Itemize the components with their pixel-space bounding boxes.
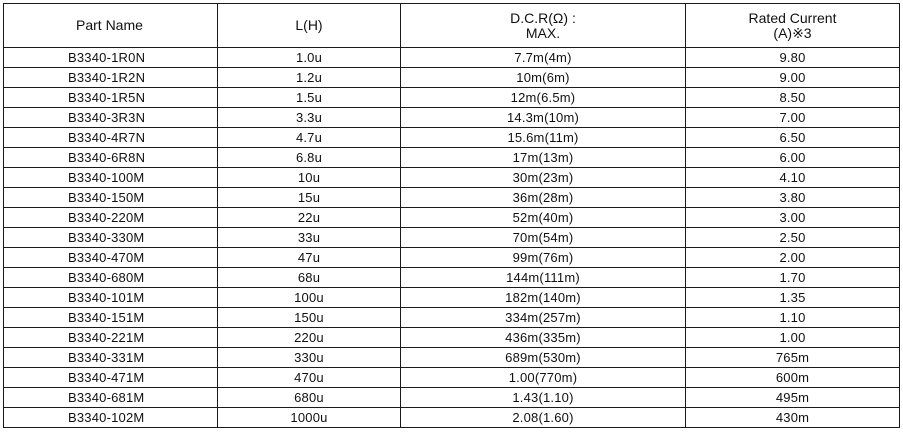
part-name-cell: B3340-102M	[4, 408, 218, 428]
table-row	[4, 408, 900, 428]
part-name-cell: B3340-680M	[4, 268, 218, 288]
part-name-cell: B3340-681M	[4, 388, 218, 408]
part-name-cell: B3340-471M	[4, 368, 218, 388]
dcr-cell: 15.6m(11m)	[401, 128, 686, 148]
inductance-cell: 220u	[218, 328, 401, 348]
rated-current-cell: 9.00	[686, 68, 900, 88]
inductance-cell: 68u	[218, 268, 401, 288]
header-inductance	[218, 4, 401, 48]
table-row	[4, 388, 900, 408]
part-name-cell: B3340-150M	[4, 188, 218, 208]
dcr-cell: 70m(54m)	[401, 228, 686, 248]
rated-current-cell: 1.00	[686, 328, 900, 348]
inductance-cell: 15u	[218, 188, 401, 208]
dcr-cell: 436m(335m)	[401, 328, 686, 348]
inductance-cell: 47u	[218, 248, 401, 268]
table-row	[4, 328, 900, 348]
inductance-cell: 1.0u	[218, 48, 401, 68]
inductance-cell: 1.2u	[218, 68, 401, 88]
rated-current-cell: 4.10	[686, 168, 900, 188]
header-dcr-line2: MAX.	[525, 24, 561, 41]
inductance-cell: 330u	[218, 348, 401, 368]
dcr-cell: 99m(76m)	[401, 248, 686, 268]
dcr-cell: 2.08(1.60)	[401, 408, 686, 428]
table-row	[4, 108, 900, 128]
table-row	[4, 368, 900, 388]
inductance-cell: 6.8u	[218, 148, 401, 168]
rated-current-cell: 9.80	[686, 48, 900, 68]
table-row	[4, 248, 900, 268]
inductor-spec-table	[3, 3, 900, 428]
dcr-cell: 1.00(770m)	[401, 368, 686, 388]
part-name-cell: B3340-1R2N	[4, 68, 218, 88]
dcr-cell: 10m(6m)	[401, 68, 686, 88]
table-row	[4, 188, 900, 208]
header-part-name	[4, 4, 218, 48]
dcr-cell: 14.3m(10m)	[401, 108, 686, 128]
header-rated-current	[686, 4, 900, 48]
rated-current-cell: 1.70	[686, 268, 900, 288]
part-name-cell: B3340-1R0N	[4, 48, 218, 68]
rated-current-cell: 7.00	[686, 108, 900, 128]
dcr-cell: 30m(23m)	[401, 168, 686, 188]
dcr-cell: 334m(257m)	[401, 308, 686, 328]
table-row	[4, 128, 900, 148]
part-name-cell: B3340-4R7N	[4, 128, 218, 148]
header-dcr-line1: D.C.R(Ω) :	[510, 9, 576, 26]
inductance-cell: 22u	[218, 208, 401, 228]
inductance-cell: 33u	[218, 228, 401, 248]
header-dcr	[401, 4, 686, 48]
inductance-cell: 100u	[218, 288, 401, 308]
part-name-cell: B3340-330M	[4, 228, 218, 248]
table-row	[4, 88, 900, 108]
rated-current-cell: 1.10	[686, 308, 900, 328]
dcr-cell: 144m(111m)	[401, 268, 686, 288]
table-row	[4, 48, 900, 68]
rated-current-cell: 495m	[686, 388, 900, 408]
part-name-cell: B3340-470M	[4, 248, 218, 268]
table-row	[4, 268, 900, 288]
rated-current-cell: 600m	[686, 368, 900, 388]
header-row	[4, 4, 900, 48]
table-row	[4, 348, 900, 368]
part-name-cell: B3340-3R3N	[4, 108, 218, 128]
table-row	[4, 228, 900, 248]
table-row	[4, 68, 900, 88]
header-part-name-label: Part Name	[76, 17, 143, 33]
header-current-line1: Rated Current	[748, 9, 837, 26]
dcr-cell: 12m(6.5m)	[401, 88, 686, 108]
rated-current-cell: 1.35	[686, 288, 900, 308]
part-name-cell: B3340-1R5N	[4, 88, 218, 108]
inductance-cell: 1.5u	[218, 88, 401, 108]
dcr-cell: 17m(13m)	[401, 148, 686, 168]
dcr-cell: 689m(530m)	[401, 348, 686, 368]
part-name-cell: B3340-6R8N	[4, 148, 218, 168]
inductance-cell: 4.7u	[218, 128, 401, 148]
rated-current-cell: 3.80	[686, 188, 900, 208]
inductance-cell: 3.3u	[218, 108, 401, 128]
table-row	[4, 208, 900, 228]
rated-current-cell: 2.00	[686, 248, 900, 268]
table-row	[4, 308, 900, 328]
part-name-cell: B3340-220M	[4, 208, 218, 228]
rated-current-cell: 6.50	[686, 128, 900, 148]
inductance-cell: 10u	[218, 168, 401, 188]
inductance-cell: 150u	[218, 308, 401, 328]
rated-current-cell: 2.50	[686, 228, 900, 248]
dcr-cell: 182m(140m)	[401, 288, 686, 308]
inductance-cell: 1000u	[218, 408, 401, 428]
part-name-cell: B3340-151M	[4, 308, 218, 328]
table-body	[4, 48, 900, 428]
inductance-cell: 470u	[218, 368, 401, 388]
rated-current-cell: 430m	[686, 408, 900, 428]
dcr-cell: 36m(28m)	[401, 188, 686, 208]
part-name-cell: B3340-101M	[4, 288, 218, 308]
rated-current-cell: 8.50	[686, 88, 900, 108]
inductance-cell: 680u	[218, 388, 401, 408]
dcr-cell: 52m(40m)	[401, 208, 686, 228]
table-header	[4, 4, 900, 48]
rated-current-cell: 765m	[686, 348, 900, 368]
dcr-cell: 7.7m(4m)	[401, 48, 686, 68]
table-row	[4, 148, 900, 168]
rated-current-cell: 6.00	[686, 148, 900, 168]
table-row	[4, 168, 900, 188]
dcr-cell: 1.43(1.10)	[401, 388, 686, 408]
header-inductance-label: L(H)	[295, 17, 323, 33]
table-row	[4, 288, 900, 308]
part-name-cell: B3340-100M	[4, 168, 218, 188]
header-current-line2: (A)※3	[773, 24, 812, 41]
rated-current-cell: 3.00	[686, 208, 900, 228]
part-name-cell: B3340-221M	[4, 328, 218, 348]
part-name-cell: B3340-331M	[4, 348, 218, 368]
